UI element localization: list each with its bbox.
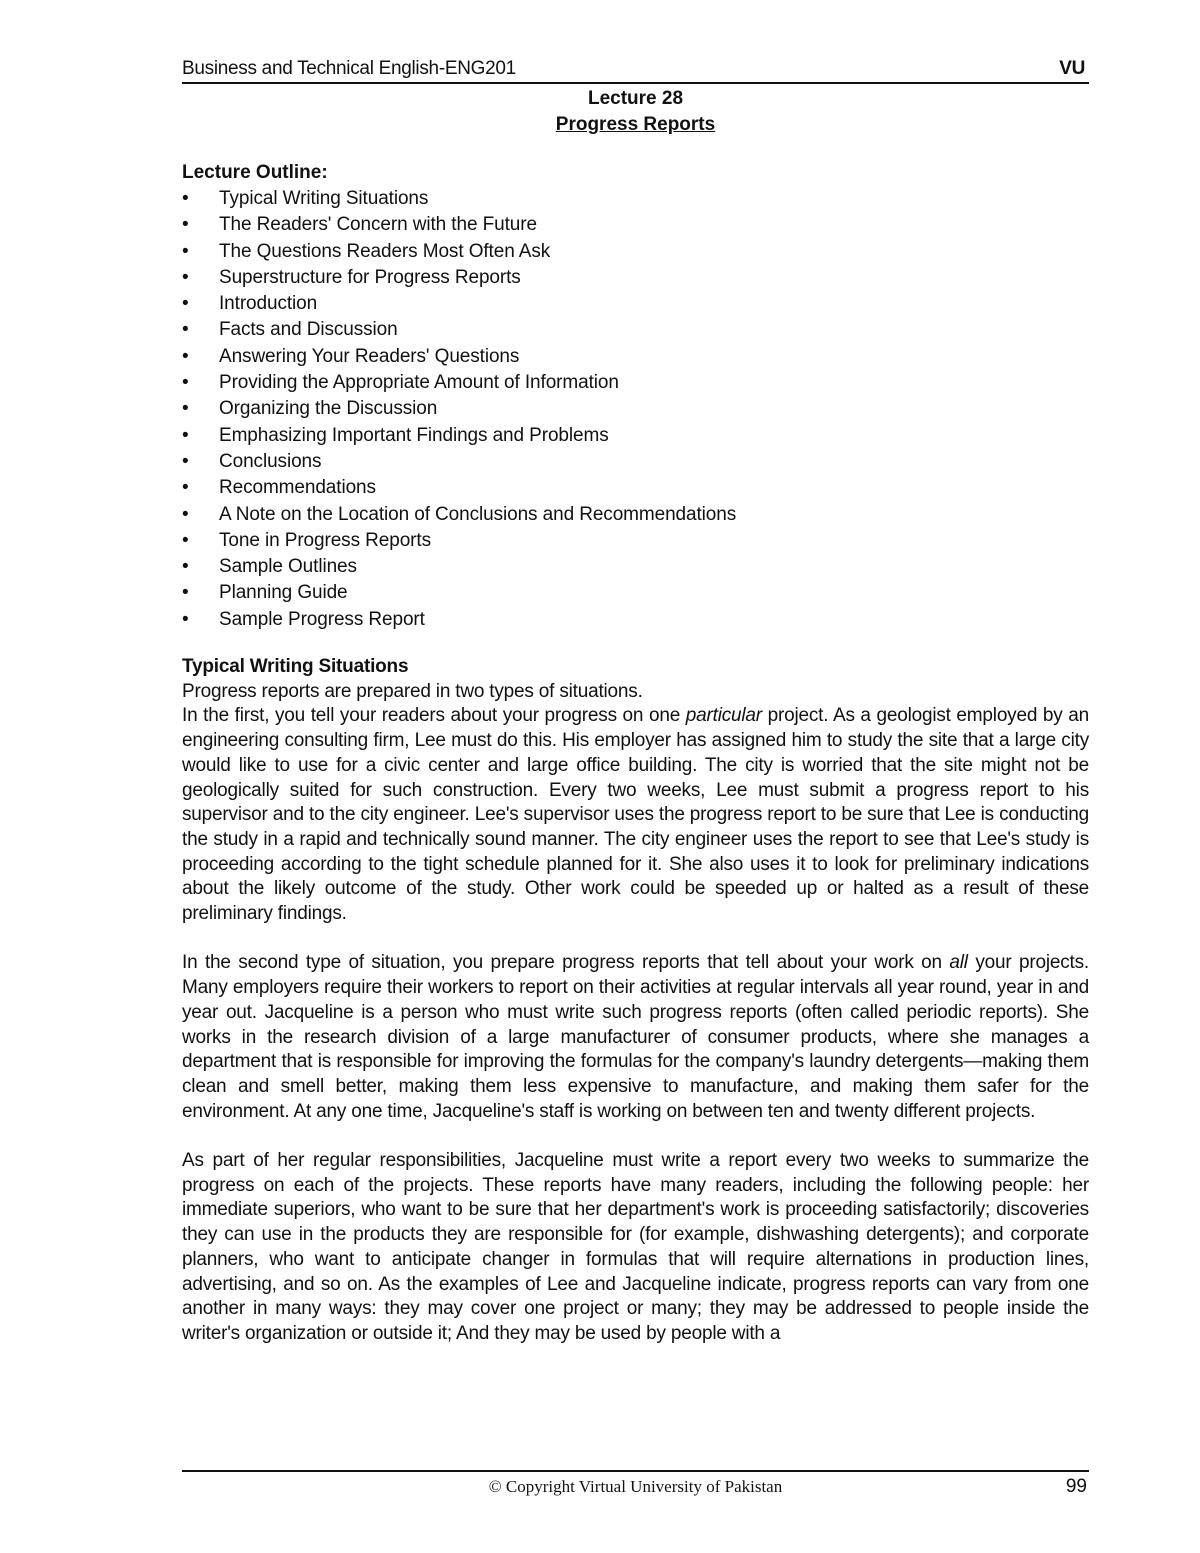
bullet-icon: • — [182, 398, 189, 420]
outline-item: • Superstructure for Progress Reports — [182, 265, 1089, 291]
outline-item: • A Note on the Location of Conclusions and Recommendations — [182, 502, 1089, 528]
paragraph-first-situation: In the first, you tell your readers about your progress on one particular project. As a geologist employed by an engineering consulting firm, Lee must do this. His employer has assigned him to study the site that a large city would like to use for a civic center and large office building. The city is worried that the site might not be geologically suited for such construction. Every two weeks, Lee must submit a progress report to his supervisor and to the city engineer. Lee's supervisor uses the progress report to be sure that Lee is conducting the study in a rapid and technically sound manner. The city engineer uses the report to see that Lee's study is proceeding according to the tight schedule planned for it. She also uses it to look for preliminary indications about the likely outcome of the study. Other work could be speeded up or halted as a result of these preliminary findings. — [182, 705, 1089, 925]
outline-item: • Organizing the Discussion — [182, 396, 1089, 422]
outline-item: • The Questions Readers Most Often Ask — [182, 239, 1089, 265]
bullet-icon: • — [182, 582, 189, 604]
bullet-icon: • — [182, 477, 189, 499]
lecture-title-block — [182, 86, 1089, 138]
bullet-icon: • — [182, 240, 189, 262]
intro-paragraph: Progress reports are prepared in two types of situations. — [182, 680, 643, 702]
bullet-icon: • — [182, 319, 189, 341]
bullet-icon: • — [182, 608, 189, 630]
bullet-icon: • — [182, 372, 189, 394]
paragraph-responsibilities: As part of her regular responsibilities, Jacqueline must write a report every two weeks to summarize the progress on each of the projects. These reports have many readers, including the following people: her immediate superiors, who want to be sure that her department's work is proceeding satisfactorily; discoveries they can use in the products they are responsible for (for example, dishwashing detergents); and corporate planners, who want to anticipate changer in formulas that will require alternations in production lines, advertising, and so on. As the examples of Lee and Jacqueline indicate, progress reports can vary from one another in many ways: they may cover one project or many; they may be addressed to people inside the writer's organization or outside it; And they may be used by people with a — [182, 1150, 1089, 1344]
outline-item: • The Readers' Concern with the Future — [182, 212, 1089, 238]
section-typical-writing-situations — [182, 655, 1089, 1347]
outline-item: • Sample Outlines — [182, 554, 1089, 580]
copyright-notice: © Copyright Virtual University of Pakistan — [488, 1477, 783, 1496]
course-title: Business and Technical English-ENG201 — [182, 58, 516, 79]
institution-label: VU — [1059, 58, 1085, 79]
outline-list — [182, 186, 1089, 633]
outline-heading: Lecture Outline: — [182, 162, 328, 183]
outline-item: • Sample Progress Report — [182, 607, 1089, 633]
page-header — [182, 58, 1089, 84]
outline-item: • Typical Writing Situations — [182, 186, 1089, 212]
outline-item: • Recommendations — [182, 475, 1089, 501]
outline-item: • Planning Guide — [182, 580, 1089, 606]
page-number: 99 — [1065, 1476, 1087, 1497]
outline-item: • Answering Your Readers' Questions — [182, 344, 1089, 370]
paragraph-second-situation: In the second type of situation, you prepare progress reports that tell about your work on all your projects. Many employers require their workers to report on their activities at regular intervals all year round, year in and year out. Jacqueline is a person who must write such progress reports (often called periodic reports). She works in the research division of a large manufacturer of consumer products, where she manages a department that is responsible for improving the formulas for the company's laundry detergents—making them clean and smell better, making them less expensive to manufacture, and making them safer for the environment. At any one time, Jacqueline's staff is working on between ten and twenty different projects. — [182, 952, 1089, 1122]
outline-item: • Providing the Appropriate Amount of Information — [182, 370, 1089, 396]
outline-item: • Emphasizing Important Findings and Problems — [182, 423, 1089, 449]
bullet-icon: • — [182, 424, 189, 446]
bullet-icon: • — [182, 266, 189, 288]
bullet-icon: • — [182, 556, 189, 578]
outline-item: • Facts and Discussion — [182, 317, 1089, 343]
outline-item: • Tone in Progress Reports — [182, 528, 1089, 554]
section-heading: Typical Writing Situations — [182, 656, 409, 677]
outline-item: • Introduction — [182, 291, 1089, 317]
outline-item: • Conclusions — [182, 449, 1089, 475]
bullet-icon: • — [182, 450, 189, 472]
page-footer — [182, 1470, 1089, 1502]
bullet-icon: • — [182, 293, 189, 315]
lecture-topic: Progress Reports — [555, 114, 716, 135]
bullet-icon: • — [182, 345, 189, 367]
bullet-icon: • — [182, 529, 189, 551]
bullet-icon: • — [182, 503, 189, 525]
bullet-icon: • — [182, 188, 189, 209]
lecture-outline — [182, 160, 1089, 633]
lecture-number: Lecture 28 — [587, 88, 684, 109]
bullet-icon: • — [182, 214, 189, 236]
